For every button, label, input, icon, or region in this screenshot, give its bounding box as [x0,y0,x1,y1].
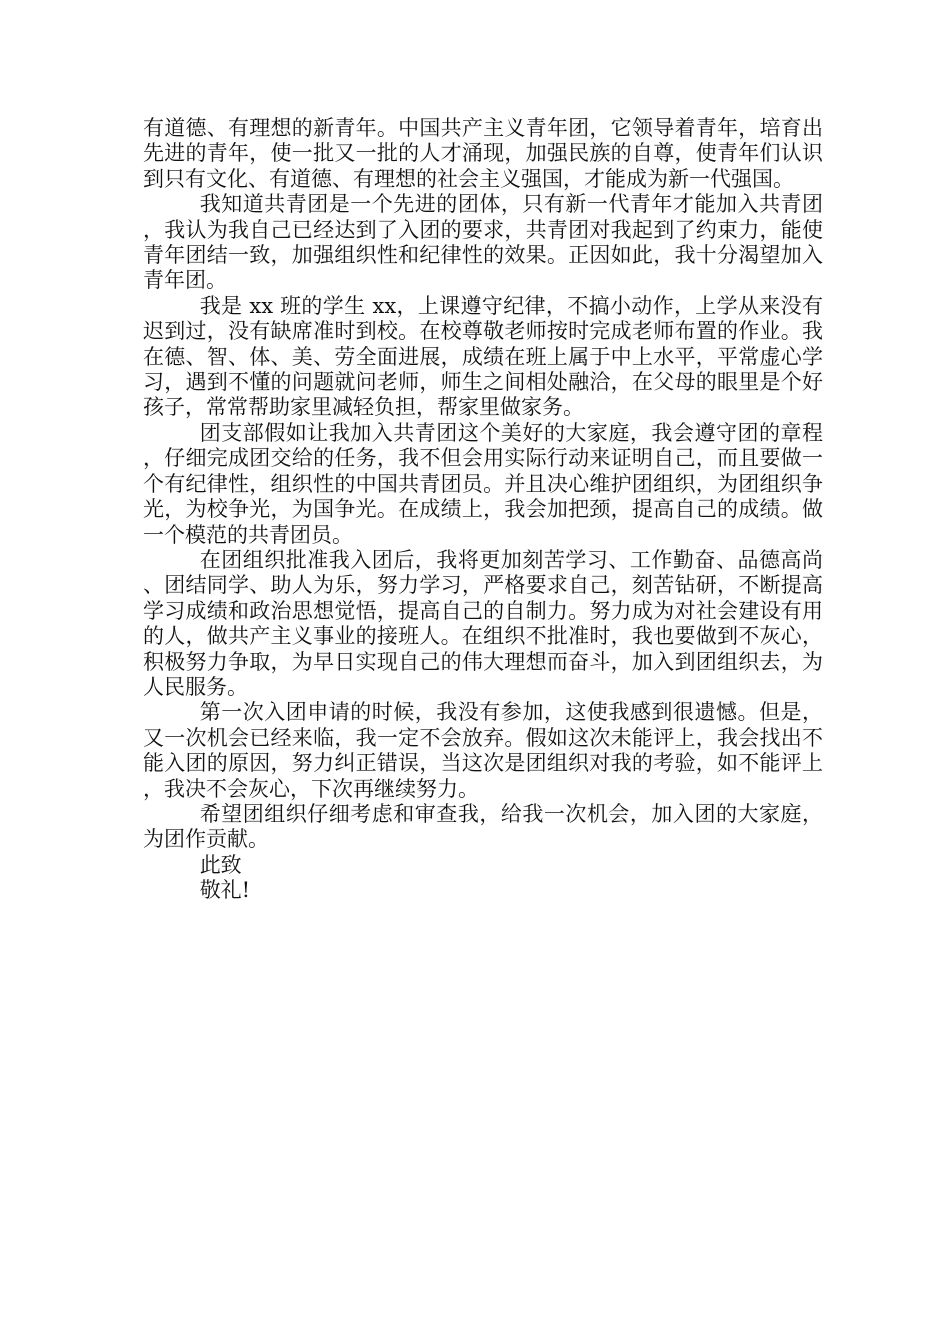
paragraph-hope: 希望团组织仔细考虑和审查我，给我一次机会，加入团的大家庭，为团作贡献。 [143,801,823,852]
closing-regards: 敬礼! [199,878,251,903]
closing-salutation: 此致 [199,852,242,877]
paragraph-after-approval: 在团组织批准我入团后，我将更加刻苦学习、工作勤奋、品德高尚、团结同学、助人为乐，努力学习，严格要求自己，刻苦钻研，不断提高学习成绩和政治思想觉悟，提高自己的自制力。努力成为对社会建设有用的人，做共产主义事业的接班人。在组织不批准时，我也要做到不灰心，积极努力争取，为早日实现自己的伟大理想而奋斗，加入到团组织去，为人民服务。 [143,547,823,699]
letter-body [143,116,823,904]
paragraph-commitment: 团支部假如让我加入共青团这个美好的大家庭，我会遵守团的章程，仔细完成团交给的任务，我不但会用实际行动来证明自己，而且要做一个有纪律性，组织性的中国共青团员。并且决心维护团组织，为团组织争光，为校争光，为国争光。在成绩上，我会加把颈，提高自己的成绩。做一个模范的共青团员。 [143,420,823,547]
paragraph-continuation: 有道德、有理想的新青年。中国共产主义青年团，它领导着青年，培育出先进的青年，使一批又一批的人才涌现，加强民族的自尊，使青年们认识到只有文化、有道德、有理想的社会主义强国，才能成为新一代强国。 [143,116,823,191]
paragraph-cyl-advanced: 我知道共青团是一个先进的团体，只有新一代青年才能加入共青团，我认为我自己已经达到了入团的要求，共青团对我起到了约束力，能使青年团结一致，加强组织性和纪律性的效果。正因如此，我十分渴望加入青年团。 [143,192,823,293]
paragraph-first-attempt: 第一次入团申请的时候，我没有参加，这使我感到很遗憾。但是，又一次机会已经来临，我一定不会放弃。假如这次未能评上，我会找出不能入团的原因，努力纠正错误，当这次是团组织对我的考验，如不能评上，我决不会灰心，下次再继续努力。 [143,700,823,801]
paragraph-self-intro: 我是 xx 班的学生 xx，上课遵守纪律，不搞小动作，上学从来没有迟到过，没有缺席准时到校。在校尊敬老师按时完成老师布置的作业。我在德、智、体、美、劳全面进展，成绩在班上属于中上水平，平常虚心学习，遇到不懂的问题就问老师，师生之间相处融洽，在父母的眼里是个好孩子，常常帮助家里减轻负担，帮家里做家务。 [143,293,823,420]
